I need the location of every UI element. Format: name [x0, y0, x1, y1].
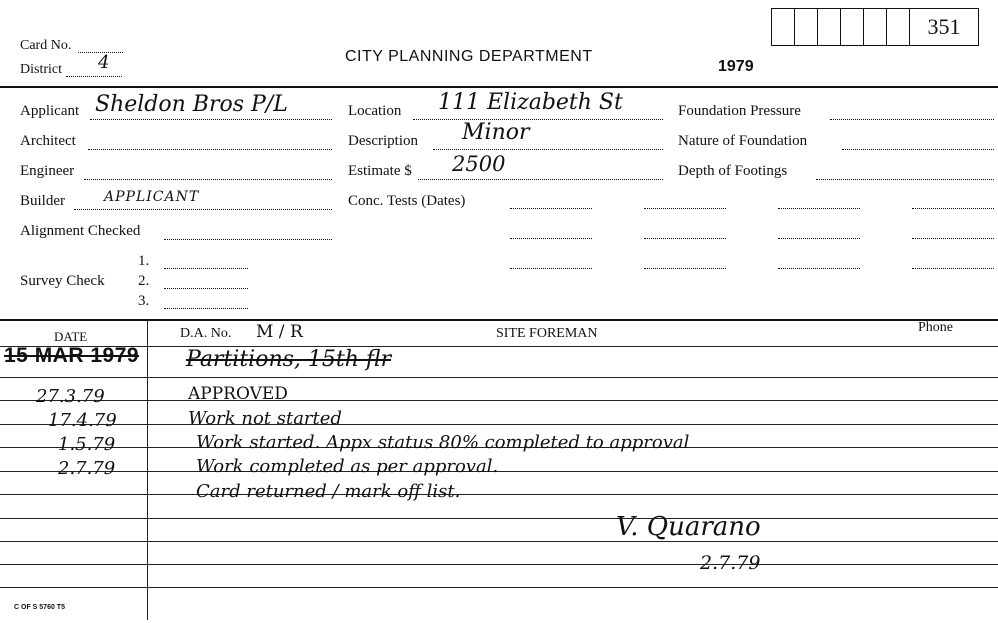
description-line	[433, 149, 663, 150]
applicant-line	[90, 119, 332, 120]
log-line	[0, 400, 998, 401]
conc-test-line	[912, 208, 994, 209]
survey-num-2: 2.	[138, 273, 150, 289]
card-number-cell	[887, 9, 910, 45]
site-foreman-label: SITE FOREMAN	[496, 326, 598, 341]
log-line	[0, 377, 998, 378]
log-entry-date-stamp: 15 MAR 1979	[4, 344, 140, 367]
description-label: Description	[348, 133, 418, 149]
survey-line-2	[164, 288, 248, 289]
log-line	[0, 587, 998, 588]
conc-tests-label: Conc. Tests (Dates)	[348, 193, 466, 209]
conc-test-line	[778, 268, 860, 269]
survey-num-3: 3.	[138, 293, 150, 309]
card-number-cell	[772, 9, 795, 45]
date-header: DATE	[54, 329, 88, 344]
conc-test-line	[778, 238, 860, 239]
description-value: Minor	[462, 120, 530, 145]
log-line	[0, 541, 998, 542]
estimate-value: 2500	[452, 152, 506, 176]
conc-test-line	[912, 268, 994, 269]
log-entry-text: Work completed as per approval.	[196, 456, 499, 477]
survey-line-1	[164, 268, 248, 269]
log-entry-date: 1.5.79	[58, 434, 116, 455]
applicant-value: Sheldon Bros P/L	[95, 92, 288, 117]
builder-line	[74, 209, 332, 210]
card-number-box	[771, 8, 979, 46]
card-number-cell	[818, 9, 841, 45]
survey-num-1: 1.	[138, 253, 150, 269]
card-number-cell	[795, 9, 818, 45]
da-value: M / R	[256, 322, 303, 342]
nature-foundation-line	[842, 149, 994, 150]
engineer-line	[84, 179, 332, 180]
conc-test-line	[778, 208, 860, 209]
log-entry-date: 2.7.79	[58, 458, 116, 479]
log-line	[0, 424, 998, 425]
log-line	[0, 346, 998, 347]
survey-label: Survey Check	[20, 273, 105, 289]
conc-test-line	[644, 208, 726, 209]
inspector-signature: V. Quarano	[616, 512, 761, 542]
depth-footings-line	[816, 179, 994, 180]
conc-test-line	[510, 208, 592, 209]
card-number-cell	[864, 9, 887, 45]
engineer-label: Engineer	[20, 163, 75, 179]
log-entry-text: Partitions, 15th flr	[186, 347, 392, 372]
log-entry-text: Card returned / mark off list.	[196, 481, 461, 502]
builder-value: APPLICANT	[104, 189, 200, 205]
location-line	[413, 119, 663, 120]
log-line	[0, 471, 998, 472]
log-entry-text: APPROVED	[188, 384, 288, 404]
district-value: 4	[98, 52, 110, 73]
log-line	[0, 564, 998, 565]
log-entry-text: Work not started	[188, 408, 342, 429]
conc-test-line	[510, 238, 592, 239]
log-entry-text: Work started. Appx status 80% completed to approval	[196, 432, 690, 453]
da-label: D.A. No.	[180, 326, 232, 341]
estimate-line	[418, 179, 663, 180]
estimate-label: Estimate $	[348, 163, 412, 179]
phone-label: Phone	[918, 320, 953, 335]
depth-footings-label: Depth of Footings	[678, 163, 788, 179]
foundation-pressure-label: Foundation Pressure	[678, 103, 801, 119]
conc-test-line	[510, 268, 592, 269]
nature-foundation-label: Nature of Foundation	[678, 133, 808, 149]
architect-label: Architect	[20, 133, 76, 149]
applicant-label: Applicant	[20, 103, 80, 119]
architect-line	[88, 149, 332, 150]
conc-test-line	[644, 268, 726, 269]
district-label: District	[20, 62, 62, 77]
card-number-cell	[841, 9, 864, 45]
form-code: C OF S 5760 T5	[14, 604, 65, 611]
log-line	[0, 494, 998, 495]
district-line	[66, 76, 122, 77]
form-title: CITY PLANNING DEPARTMENT	[345, 48, 593, 65]
survey-line-3	[164, 308, 248, 309]
location-value: 111 Elizabeth St	[438, 90, 623, 115]
location-label: Location	[348, 103, 402, 119]
builder-label: Builder	[20, 193, 65, 209]
header-rule	[0, 86, 998, 88]
card-no-label: Card No.	[20, 38, 72, 53]
conc-test-line	[912, 238, 994, 239]
conc-test-line	[644, 238, 726, 239]
log-entry-date: 27.3.79	[36, 386, 105, 407]
log-line	[0, 518, 998, 519]
date-column-divider	[147, 320, 148, 620]
foundation-pressure-line	[830, 119, 994, 120]
alignment-line	[164, 239, 332, 240]
log-entry-date: 17.4.79	[48, 410, 117, 431]
form-year: 1979	[718, 58, 754, 75]
log-top-rule	[0, 319, 998, 321]
signature-date: 2.7.79	[700, 552, 761, 574]
alignment-label: Alignment Checked	[20, 223, 141, 239]
card-number: 351	[927, 14, 961, 39]
